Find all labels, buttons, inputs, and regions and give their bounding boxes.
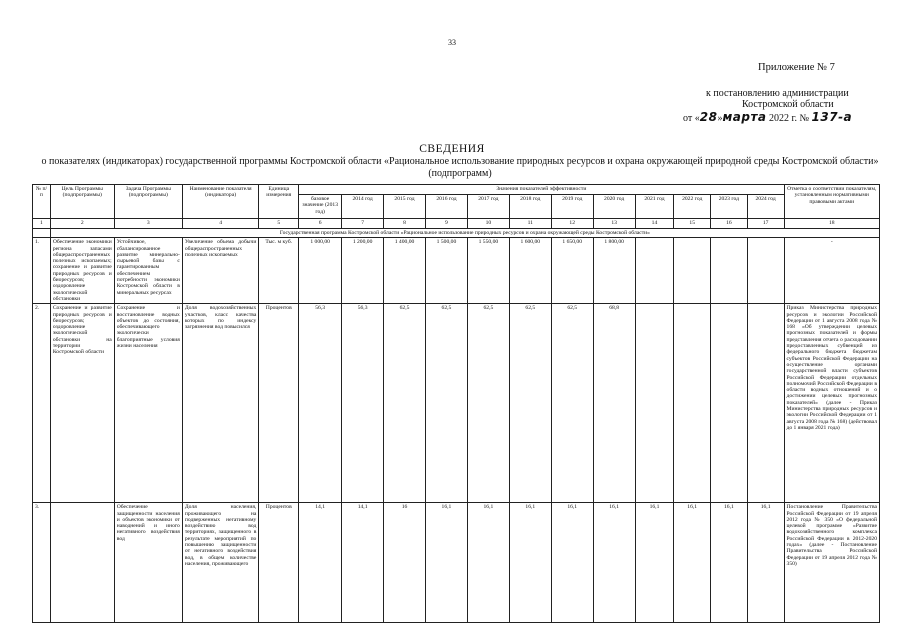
row-note: Приказ Министерства природных ресурсов и экологии Российской Федерации от 1 августа 2008 года № 168 «Об утверждении целевых прогнозных показателей и формы представления отчета о расходовании предоставленных субвенций из федерального бюджета бюджетам субъектов Российской Федерации на осуществление органами государственной власти субъектов Российской Федерации отдельных полномочий Российской Федерации в области водных отношений и о достижении целевых прогнозных показателей» (далее - Приказ Министерства природных ресурсов и экологии Российской Федерации от 1 августа 2008 года № 168) (действовал до 1 января 2021 года) <box>784 304 879 503</box>
annex-line-2: Костромской области <box>742 99 834 110</box>
row-value <box>635 304 674 503</box>
column-number: 9 <box>425 219 467 229</box>
annex-day-handwritten: 28 <box>699 110 718 124</box>
header-year: 2022 год <box>674 195 711 219</box>
column-number: 17 <box>747 219 784 229</box>
annex-date-line <box>683 110 852 124</box>
row-value: 16,1 <box>509 503 551 623</box>
column-number: 13 <box>593 219 635 229</box>
row-value: 62,5 <box>384 304 426 503</box>
header-unit: Единица измерения <box>259 185 299 219</box>
row-value <box>747 238 784 304</box>
row-value: 62,5 <box>425 304 467 503</box>
header-values-group: Значения показателей эффективности <box>299 185 784 195</box>
row-value <box>635 238 674 304</box>
row-value: 56,3 <box>342 304 384 503</box>
column-number: 11 <box>509 219 551 229</box>
column-number: 6 <box>299 219 342 229</box>
header-year: 2024 год <box>747 195 784 219</box>
row-indicator: Увеличение объема добычи общераспространенных полезных ископаемых <box>182 238 259 304</box>
header-year: 2020 год <box>593 195 635 219</box>
header-task: Задача Программы (подпрограммы) <box>114 185 182 219</box>
column-number: 3 <box>114 219 182 229</box>
row-unit: Процентов <box>259 304 299 503</box>
header-row <box>33 185 880 195</box>
row-value: 16,1 <box>711 503 748 623</box>
row-num: 2. <box>33 304 51 503</box>
row-goal: Обеспечение экономики региона запасами общераспространенных полезных ископаемых; сохранение и развитие природных ресурсов и биоресурсов; оздоровление экологической обстановки <box>50 238 114 304</box>
table-row <box>33 503 880 623</box>
column-number: 10 <box>467 219 509 229</box>
annex-date-prefix: от « <box>683 113 700 124</box>
header-base: базовое значение (2013 год) <box>299 195 342 219</box>
row-value <box>747 304 784 503</box>
row-value <box>711 238 748 304</box>
row-indicator: Доля населения, проживающего на подверженных негативному воздействию вод территориях, защищенного в результате мероприятий по повышению защищенности от негативного воздействия вод, в общем количестве населения, проживающего <box>182 503 259 623</box>
row-value: 16,1 <box>674 503 711 623</box>
header-year: 2019 год <box>551 195 593 219</box>
column-number: 18 <box>784 219 879 229</box>
header-year: 2016 год <box>425 195 467 219</box>
column-number: 14 <box>635 219 674 229</box>
program-row-title: Государственная программа Костромской области «Рациональное использование природных ресурсов и охрана окружающей среды Костромской области» <box>50 229 879 238</box>
row-note: - <box>784 238 879 304</box>
annex-line-1: к постановлению администрации <box>706 88 849 99</box>
row-value: 1 200,00 <box>342 238 384 304</box>
row-value: 16 <box>384 503 426 623</box>
indicators-table <box>32 184 880 623</box>
document-title: СВЕДЕНИЯ <box>419 143 485 155</box>
page-number: 33 <box>448 38 456 47</box>
row-num: 1. <box>33 238 51 304</box>
column-number: 7 <box>342 219 384 229</box>
document-subtitle: о показателях (индикаторах) государственной программы Костромской области «Рациональное использование природных ресурсов и охрана окружающей природной среды Костромской области» (подпрограмм) <box>41 156 879 179</box>
annex-title: Приложение № 7 <box>758 62 835 73</box>
table-row <box>33 238 880 304</box>
row-note: Постановление Правительства Российской Федерации от 19 апреля 2012 года № 350 «О федеральной целевой программе «Развитие водохозяйственного комплекса Российской Федерации в 2012-2020 годах» (далее - Постановление Правительства Российской Федерации от 19 апреля 2012 года № 350) <box>784 503 879 623</box>
header-goal: Цель Программы (подпрограммы) <box>50 185 114 219</box>
column-number: 8 <box>384 219 426 229</box>
row-value: 62,5 <box>467 304 509 503</box>
row-value: 1 800,00 <box>593 238 635 304</box>
row-value: 16,1 <box>747 503 784 623</box>
row-value <box>711 304 748 503</box>
header-year: 2023 год <box>711 195 748 219</box>
row-value: 14,1 <box>299 503 342 623</box>
header-year: 2014 год <box>342 195 384 219</box>
row-value: 16,1 <box>635 503 674 623</box>
row-value: 1 650,00 <box>551 238 593 304</box>
row-task: Устойчивое, сбалансированное развитие минерально-сырьевой базы с гарантированным обеспечением потребности экономики Костромской области в минеральных ресурсах <box>114 238 182 304</box>
annex-month-handwritten: марта <box>722 110 767 124</box>
row-value: 14,1 <box>342 503 384 623</box>
row-value: 62,5 <box>551 304 593 503</box>
row-value: 62,5 <box>509 304 551 503</box>
row-goal <box>50 503 114 623</box>
column-number: 2 <box>50 219 114 229</box>
header-year: 2018 год <box>509 195 551 219</box>
row-unit: Процентов <box>259 503 299 623</box>
row-value: 1 000,00 <box>299 238 342 304</box>
row-task: Сохранение и восстановление водных объектов до состояния, обеспечивающего экологически благоприятные условия жизни населения <box>114 304 182 503</box>
header-year: 2015 год <box>384 195 426 219</box>
header-year: 2021 год <box>635 195 674 219</box>
annex-date-mid: » <box>717 113 723 124</box>
column-number: 4 <box>182 219 259 229</box>
column-number: 15 <box>674 219 711 229</box>
row-value: 56,3 <box>299 304 342 503</box>
row-goal: Сохранение и развитие природных ресурсов и биоресурсов; оздоровление экологической обстановки на территории Костромской области <box>50 304 114 503</box>
header-indicator: Наименование показателя (индикатора) <box>182 185 259 219</box>
row-value: 16,1 <box>593 503 635 623</box>
header-note: Отметка о соответствии показателям, установленным нормативными правовыми актами <box>784 185 879 219</box>
row-value: 1 500,00 <box>425 238 467 304</box>
row-value: 16,1 <box>425 503 467 623</box>
program-row-spacer <box>33 229 51 238</box>
column-number: 12 <box>551 219 593 229</box>
row-value: 1 400,00 <box>384 238 426 304</box>
row-value: 1 550,00 <box>467 238 509 304</box>
row-task: Обеспечение защищенности населения и объектов экономики от наводнений и иного негативного воздействия вод <box>114 503 182 623</box>
row-value: 1 600,00 <box>509 238 551 304</box>
column-number: 16 <box>711 219 748 229</box>
program-row <box>33 229 880 238</box>
row-value <box>674 238 711 304</box>
column-number: 5 <box>259 219 299 229</box>
header-year: 2017 год <box>467 195 509 219</box>
row-value: 16,1 <box>467 503 509 623</box>
row-value <box>674 304 711 503</box>
row-value: 68,8 <box>593 304 635 503</box>
column-number: 1 <box>33 219 51 229</box>
annex-year: 2022 г. № <box>769 113 810 124</box>
table-row <box>33 304 880 503</box>
row-value: 16,1 <box>551 503 593 623</box>
column-numbers-row <box>33 219 880 229</box>
header-num: № п/п <box>33 185 51 219</box>
row-num: 3. <box>33 503 51 623</box>
annex-number-handwritten: 137-а <box>811 110 853 124</box>
row-indicator: Доля водохозяйственных участков, класс качества которых по индексу загрязнения вод повысился <box>182 304 259 503</box>
row-unit: Тыс. м куб. <box>259 238 299 304</box>
